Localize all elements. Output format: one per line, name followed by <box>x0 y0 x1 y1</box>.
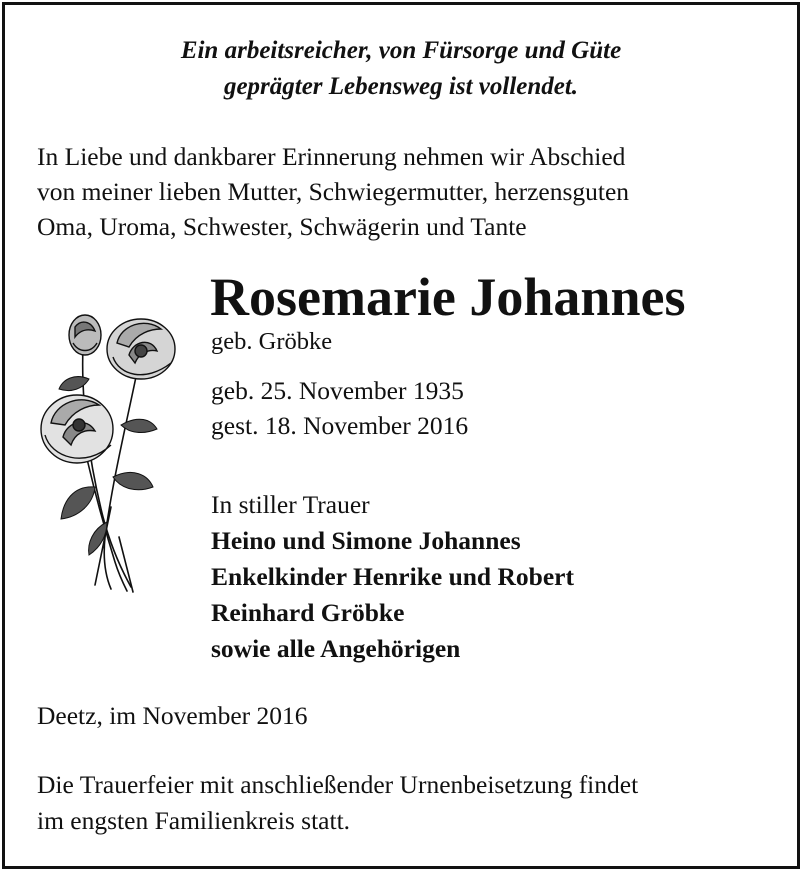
funeral-line-2: im engsten Familienkreis statt. <box>37 806 351 835</box>
deceased-name: Rosemarie Johannes <box>210 267 686 327</box>
mourners-intro: In stiller Trauer <box>211 490 370 519</box>
funeral-note <box>37 767 777 839</box>
mourner-name: Reinhard Gröbke <box>211 598 405 627</box>
intro-line-3: Oma, Uroma, Schwester, Schwägerin und Tante <box>37 212 527 241</box>
life-dates <box>211 373 468 443</box>
motto-line-2: geprägter Lebensweg ist vollendet. <box>223 73 579 100</box>
mourners-block <box>211 487 574 667</box>
place-date: Deetz, im November 2016 <box>37 701 308 730</box>
mourner-name: Enkelkinder Henrike und Robert <box>211 562 574 591</box>
roses-bouquet-icon <box>33 307 183 597</box>
birth-date: geb. 25. November 1935 <box>211 376 464 405</box>
maiden-name: geb. Gröbke <box>211 328 333 355</box>
funeral-line-1: Die Trauerfeier mit anschließender Urnenbeisetzung findet <box>37 770 639 799</box>
intro-line-1: In Liebe und dankbarer Erinnerung nehmen wir Abschied <box>37 142 626 171</box>
obituary-notice <box>2 2 800 869</box>
motto <box>5 33 797 105</box>
intro-text <box>37 139 777 244</box>
mourner-name: Heino und Simone Johannes <box>211 526 521 555</box>
motto-line-1: Ein arbeitsreicher, von Fürsorge und Güte <box>180 37 622 64</box>
intro-line-2: von meiner lieben Mutter, Schwiegermutter, herzensguten <box>37 177 630 206</box>
death-date: gest. 18. November 2016 <box>211 411 469 440</box>
mourner-name: sowie alle Angehörigen <box>211 634 461 663</box>
